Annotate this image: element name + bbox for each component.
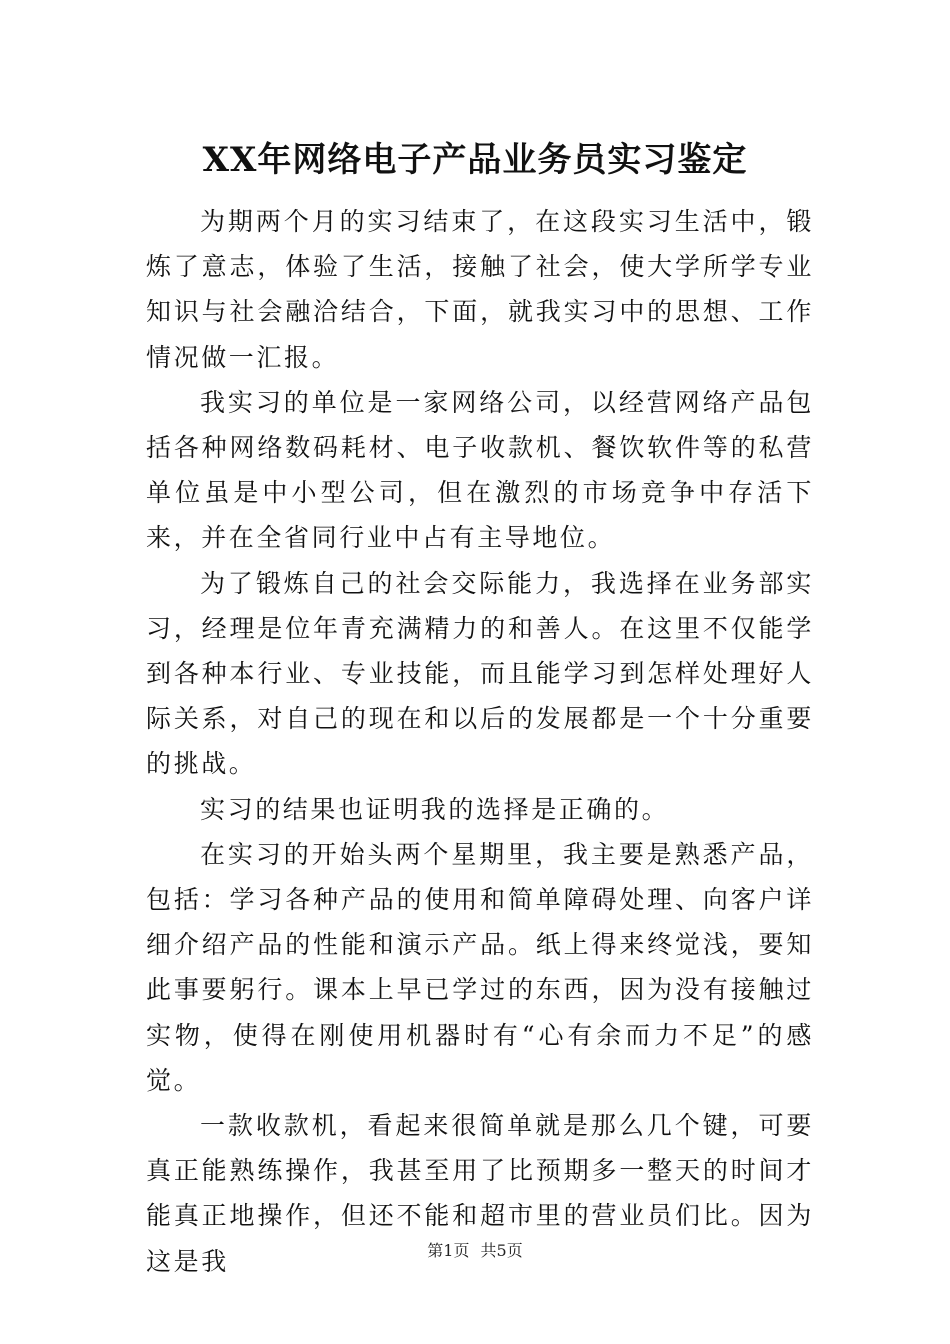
- document-body: [146, 199, 814, 1284]
- page-number: 第1页: [427, 1241, 470, 1260]
- paragraph: 为了锻炼自己的社会交际能力，我选择在业务部实习，经理是位年青充满精力的和善人。在这里不仅能学到各种本行业、专业技能，而且能学习到怎样处理好人际关系，对自己的现在和以后的发展都是一个十分重要的挑战。: [146, 568, 814, 779]
- paragraph: 我实习的单位是一家网络公司，以经营网络产品包括各种网络数码耗材、电子收款机、餐饮软件等的私营单位虽是中小型公司，但在激烈的市场竞争中存活下来，并在全省同行业中占有主导地位。: [146, 387, 814, 553]
- paragraph: 一款收款机，看起来很简单就是那么几个键，可要真正能熟练操作，我甚至用了比预期多一整天的时间才能真正地操作，但还不能和超市里的营业员们比。因为这是我: [146, 1111, 814, 1276]
- paragraph: 实习的结果也证明我的选择是正确的。: [200, 794, 670, 824]
- page-total: 共5页: [480, 1241, 523, 1260]
- paragraph: 在实习的开始头两个星期里，我主要是熟悉产品，包括：学习各种产品的使用和简单障碍处理、向客户详细介绍产品的性能和演示产品。纸上得来终觉浅，要知此事要躬行。课本上早已学过的东西，因为没有接触过实物，使得在刚使用机器时有“心有余而力不足”的感觉。: [146, 839, 814, 1095]
- page-footer: [0, 1239, 950, 1263]
- document-title: XX年网络电子产品业务员实习鉴定: [202, 140, 748, 180]
- paragraph: 为期两个月的实习结束了，在这段实习生活中，锻炼了意志，体验了生活，接触了社会，使大学所学专业知识与社会融洽结合，下面，就我实习中的思想、工作情况做一汇报。: [146, 207, 814, 372]
